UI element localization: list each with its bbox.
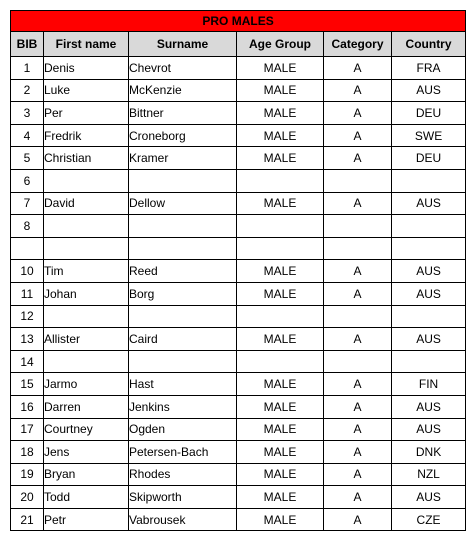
country-cell: CZE <box>392 508 466 531</box>
bib-cell: 21 <box>11 508 44 531</box>
surname-cell: Croneborg <box>129 124 237 147</box>
first-name-cell: Per <box>44 102 129 125</box>
first-name-cell: Todd <box>44 486 129 509</box>
table-row <box>11 463 466 486</box>
first-name-cell: Denis <box>44 57 129 80</box>
category-cell <box>324 169 392 192</box>
category-cell: A <box>324 441 392 464</box>
category-cell: A <box>324 124 392 147</box>
bib-cell: 5 <box>11 147 44 170</box>
table-row <box>11 305 466 328</box>
age-group-cell: MALE <box>237 486 324 509</box>
surname-cell <box>129 215 237 238</box>
surname-cell <box>129 169 237 192</box>
bib-cell: 1 <box>11 57 44 80</box>
surname-cell: Dellow <box>129 192 237 215</box>
category-cell <box>324 350 392 373</box>
country-cell: AUS <box>392 486 466 509</box>
bib-cell: 19 <box>11 463 44 486</box>
bib-cell: 20 <box>11 486 44 509</box>
country-cell <box>392 215 466 238</box>
bib-cell <box>11 237 44 260</box>
table-row <box>11 441 466 464</box>
country-cell: AUS <box>392 79 466 102</box>
first-name-cell: Jarmo <box>44 373 129 396</box>
header-row <box>11 32 466 57</box>
table-row <box>11 328 466 351</box>
first-name-cell <box>44 237 129 260</box>
bib-cell: 4 <box>11 124 44 147</box>
first-name-cell: Darren <box>44 395 129 418</box>
table-row <box>11 260 466 283</box>
bib-cell: 6 <box>11 169 44 192</box>
first-name-cell <box>44 169 129 192</box>
bib-cell: 2 <box>11 79 44 102</box>
age-group-cell: MALE <box>237 102 324 125</box>
table-row <box>11 147 466 170</box>
table-row <box>11 508 466 531</box>
country-cell: FIN <box>392 373 466 396</box>
pro-males-table <box>10 10 466 531</box>
age-group-cell: MALE <box>237 441 324 464</box>
age-group-cell: MALE <box>237 395 324 418</box>
first-name-cell: Bryan <box>44 463 129 486</box>
header-first-name: First name <box>44 32 129 57</box>
table-row <box>11 215 466 238</box>
bib-cell: 10 <box>11 260 44 283</box>
age-group-cell: MALE <box>237 508 324 531</box>
first-name-cell: Luke <box>44 79 129 102</box>
country-cell <box>392 169 466 192</box>
surname-cell: Reed <box>129 260 237 283</box>
title-row <box>11 11 466 32</box>
category-cell: A <box>324 79 392 102</box>
first-name-cell: Johan <box>44 282 129 305</box>
surname-cell: Ogden <box>129 418 237 441</box>
surname-cell: Chevrot <box>129 57 237 80</box>
bib-cell: 16 <box>11 395 44 418</box>
country-cell: DEU <box>392 102 466 125</box>
first-name-cell: Allister <box>44 328 129 351</box>
table-row <box>11 282 466 305</box>
table-row <box>11 350 466 373</box>
category-cell: A <box>324 463 392 486</box>
category-cell <box>324 305 392 328</box>
age-group-cell: MALE <box>237 373 324 396</box>
header-country: Country <box>392 32 466 57</box>
surname-cell: Caird <box>129 328 237 351</box>
country-cell <box>392 350 466 373</box>
category-cell: A <box>324 282 392 305</box>
age-group-cell <box>237 215 324 238</box>
first-name-cell: Christian <box>44 147 129 170</box>
table-row <box>11 192 466 215</box>
country-cell: AUS <box>392 260 466 283</box>
category-cell: A <box>324 373 392 396</box>
age-group-cell: MALE <box>237 57 324 80</box>
country-cell: AUS <box>392 282 466 305</box>
first-name-cell: Petr <box>44 508 129 531</box>
age-group-cell: MALE <box>237 328 324 351</box>
bib-cell: 7 <box>11 192 44 215</box>
header-bib: BIB <box>11 32 44 57</box>
table-row <box>11 102 466 125</box>
age-group-cell: MALE <box>237 282 324 305</box>
surname-cell: Borg <box>129 282 237 305</box>
first-name-cell <box>44 305 129 328</box>
category-cell: A <box>324 418 392 441</box>
first-name-cell: David <box>44 192 129 215</box>
first-name-cell: Jens <box>44 441 129 464</box>
category-cell: A <box>324 260 392 283</box>
age-group-cell: MALE <box>237 79 324 102</box>
age-group-cell <box>237 350 324 373</box>
table-row <box>11 169 466 192</box>
category-cell: A <box>324 395 392 418</box>
country-cell: AUS <box>392 395 466 418</box>
surname-cell: Petersen-Bach <box>129 441 237 464</box>
surname-cell <box>129 350 237 373</box>
age-group-cell: MALE <box>237 418 324 441</box>
first-name-cell: Tim <box>44 260 129 283</box>
bib-cell: 14 <box>11 350 44 373</box>
category-cell: A <box>324 508 392 531</box>
country-cell: NZL <box>392 463 466 486</box>
table-row <box>11 486 466 509</box>
country-cell: FRA <box>392 57 466 80</box>
category-cell: A <box>324 147 392 170</box>
table-row <box>11 395 466 418</box>
category-cell: A <box>324 486 392 509</box>
surname-cell: Rhodes <box>129 463 237 486</box>
surname-cell <box>129 237 237 260</box>
country-cell: AUS <box>392 192 466 215</box>
category-cell <box>324 215 392 238</box>
surname-cell <box>129 305 237 328</box>
first-name-cell <box>44 350 129 373</box>
country-cell <box>392 305 466 328</box>
country-cell: AUS <box>392 328 466 351</box>
age-group-cell <box>237 305 324 328</box>
table-row <box>11 124 466 147</box>
surname-cell: Skipworth <box>129 486 237 509</box>
first-name-cell: Courtney <box>44 418 129 441</box>
country-cell <box>392 237 466 260</box>
bib-cell: 15 <box>11 373 44 396</box>
first-name-cell: Fredrik <box>44 124 129 147</box>
bib-cell: 8 <box>11 215 44 238</box>
header-category: Category <box>324 32 392 57</box>
bib-cell: 13 <box>11 328 44 351</box>
bib-cell: 3 <box>11 102 44 125</box>
bib-cell: 11 <box>11 282 44 305</box>
header-age-group: Age Group <box>237 32 324 57</box>
category-cell <box>324 237 392 260</box>
table-title: PRO MALES <box>11 11 466 32</box>
table-row <box>11 79 466 102</box>
surname-cell: Bittner <box>129 102 237 125</box>
table-row <box>11 237 466 260</box>
age-group-cell: MALE <box>237 147 324 170</box>
surname-cell: Hast <box>129 373 237 396</box>
age-group-cell: MALE <box>237 192 324 215</box>
country-cell: AUS <box>392 418 466 441</box>
table-row <box>11 57 466 80</box>
country-cell: DNK <box>392 441 466 464</box>
surname-cell: Jenkins <box>129 395 237 418</box>
age-group-cell <box>237 237 324 260</box>
header-surname: Surname <box>129 32 237 57</box>
surname-cell: Vabrousek <box>129 508 237 531</box>
age-group-cell: MALE <box>237 463 324 486</box>
age-group-cell: MALE <box>237 124 324 147</box>
surname-cell: McKenzie <box>129 79 237 102</box>
table-row <box>11 373 466 396</box>
age-group-cell <box>237 169 324 192</box>
country-cell: SWE <box>392 124 466 147</box>
bib-cell: 12 <box>11 305 44 328</box>
category-cell: A <box>324 57 392 80</box>
table-row <box>11 418 466 441</box>
age-group-cell: MALE <box>237 260 324 283</box>
category-cell: A <box>324 192 392 215</box>
bib-cell: 18 <box>11 441 44 464</box>
category-cell: A <box>324 328 392 351</box>
category-cell: A <box>324 102 392 125</box>
surname-cell: Kramer <box>129 147 237 170</box>
country-cell: DEU <box>392 147 466 170</box>
first-name-cell <box>44 215 129 238</box>
bib-cell: 17 <box>11 418 44 441</box>
